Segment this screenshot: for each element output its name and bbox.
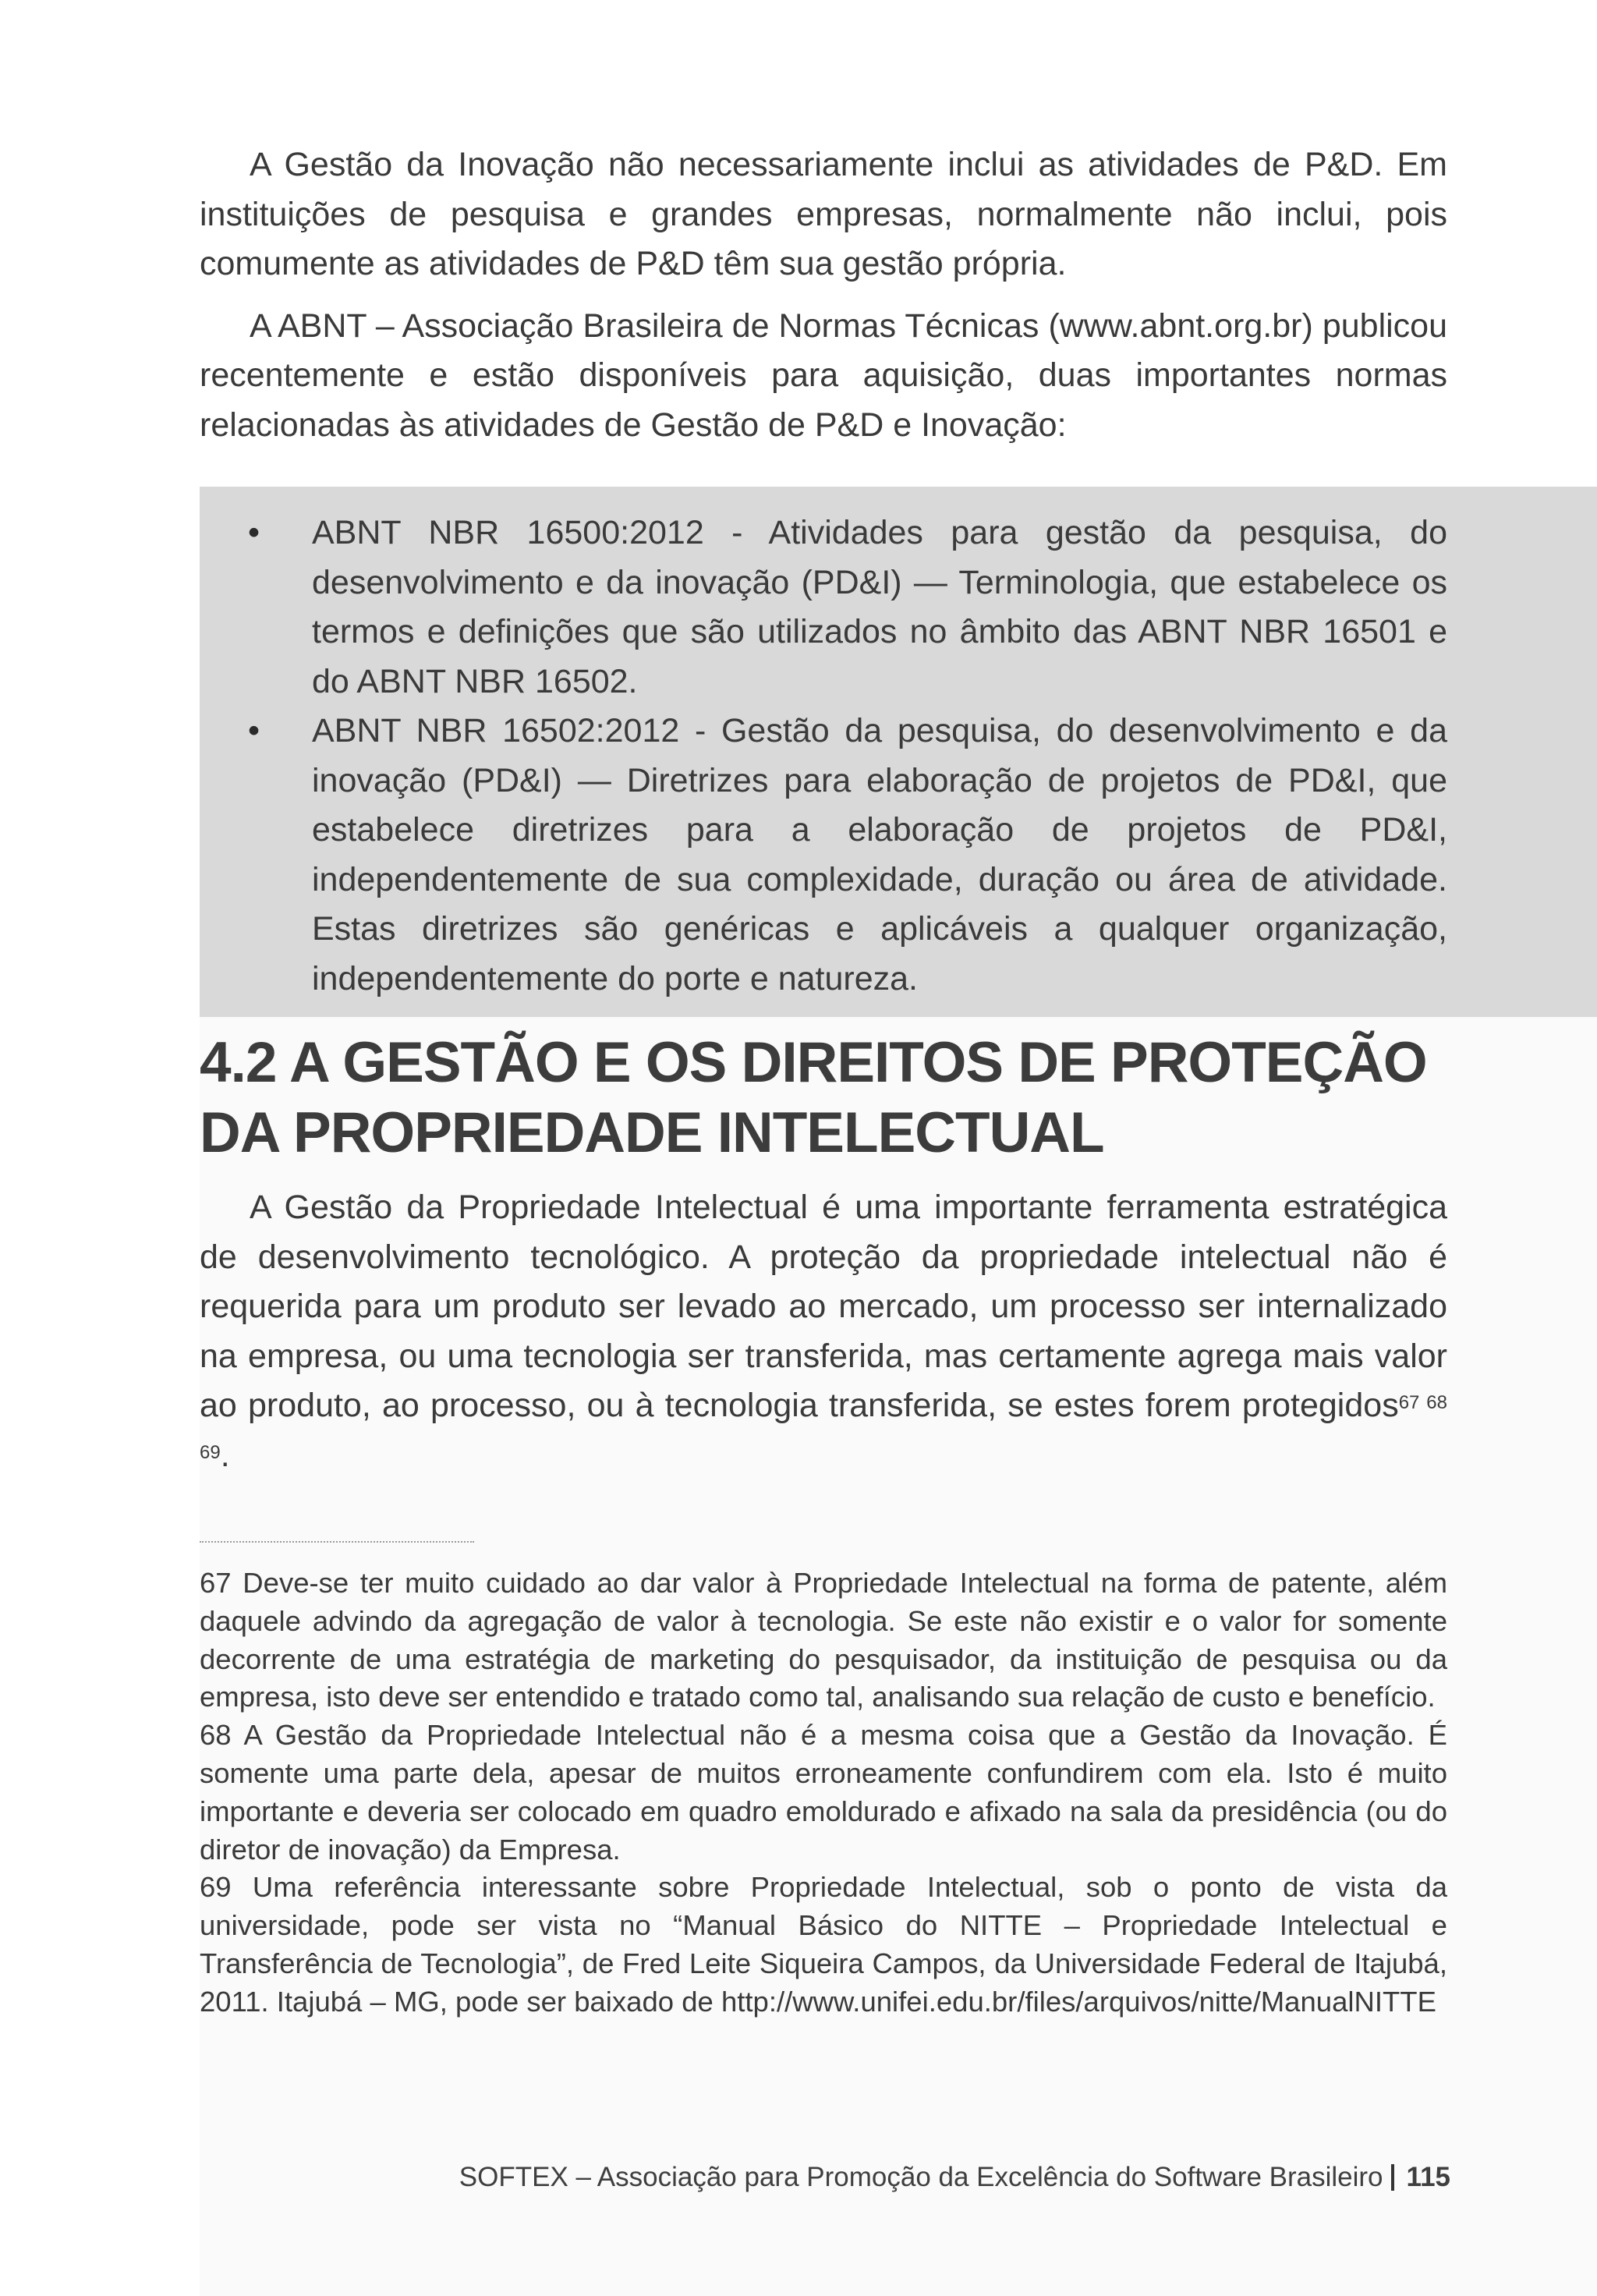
footnote-divider [200,1541,474,1543]
list-item-text: ABNT NBR 16500:2012 - Atividades para gestão da pesquisa, do desenvolvimento e da inovação (PD&I) — Terminologia, que estabelece os termos e definições que são utilizados no âmbito das ABNT NBR 16501 e do ABNT NBR 16502. [312,514,1447,700]
footnote: 67 Deve-se ter muito cuidado ao dar valor à Propriedade Intelectual na forma de patente, além daquele advindo da agregação de valor à tecnologia. Se este não existir e o valor for somente decorrente de uma estratégia de marketing do pesquisador, da instituição de pesquisa ou da empresa, isto deve ser entendido e tratado como tal, analisando sua relação de custo e benefício. [200,1567,1447,1713]
section-paragraph [200,1183,1447,1480]
running-footer [459,2160,1450,2195]
footnote: 69 Uma referência interessante sobre Propriedade Intelectual, sob o ponto de vista da universidade, pode ser vista no “Manual Básico do NITTE – Propriedade Intelectual e Transferência de Tecnologia”, de Fred Leite Siqueira Campos, da Universidade Federal de Itajubá, 2011. Itajubá – MG, pode ser baixado de http://www.unifei.edu.br/files/arquivos/nitte/ManualNITTE [200,1871,1447,2018]
footer-separator [1391,2164,1394,2191]
list-item [200,508,1447,707]
sentence-end: . [220,1436,230,1474]
list-item [200,707,1447,1004]
bullet-icon: • [248,712,260,749]
standards-list [200,508,1447,1004]
intro-section [200,140,1447,450]
section-body [200,1183,1447,1480]
footnotes [200,1564,1447,2021]
intro-paragraph: A Gestão da Inovação não necessariamente inclui as atividades de P&D. Em instituições de pesquisa e grandes empresas, normalmente não inclui, pois comumente as atividades de P&D têm sua gestão própria. [200,146,1447,282]
standards-callout-box [200,487,1597,1017]
page-number: 115 [1406,2162,1450,2192]
footnote-references: 67 68 69 [200,1392,1447,1463]
list-item-text: ABNT NBR 16502:2012 - Gestão da pesquisa, do desenvolvimento e da inovação (PD&I) — Diretrizes para elaboração de projetos de PD&I, que estabelece diretrizes para a elaboração de projetos de PD&I, independentemente de sua complexidade, duração ou área de atividade. Estas diretrizes são genéricas e aplicáveis a qualquer organização, independentemente do porte e natureza. [312,712,1447,997]
footnote: 68 A Gestão da Propriedade Intelectual não é a mesma coisa que a Gestão da Inovação. É somente uma parte dela, apesar de muitos erroneamente confundirem com ela. Isto é muito importante e deveria ser colocado em quadro emoldurado e afixado na sala da presidência (ou do diretor de inovação) da Empresa. [200,1719,1447,1866]
intro-paragraph: A ABNT – Associação Brasileira de Normas Técnicas (www.abnt.org.br) publicou recentemente e estão disponíveis para aquisição, duas importantes normas relacionadas às atividades de Gestão de P&D e Inovação: [200,306,1447,444]
section-paragraph-text: A Gestão da Propriedade Intelectual é uma importante ferramenta estratégica de desenvolvimento tecnológico. A proteção da propriedade intelectual não é requerida para um produto ser levado ao mercado, um processo ser internalizado na empresa, ou uma tecnologia ser transferida, mas certamente agrega mais valor ao produto, ao processo, ou à tecnologia transferida, se estes forem protegidos [200,1189,1447,1424]
footer-publisher: SOFTEX – Associação para Promoção da Excelência do Software Brasileiro [459,2162,1383,2192]
bullet-icon: • [248,514,260,551]
section-heading: 4.2 A GESTÃO E OS DIREITOS DE PROTEÇÃO DA PROPRIEDADE INTELECTUAL [200,1031,1427,1164]
